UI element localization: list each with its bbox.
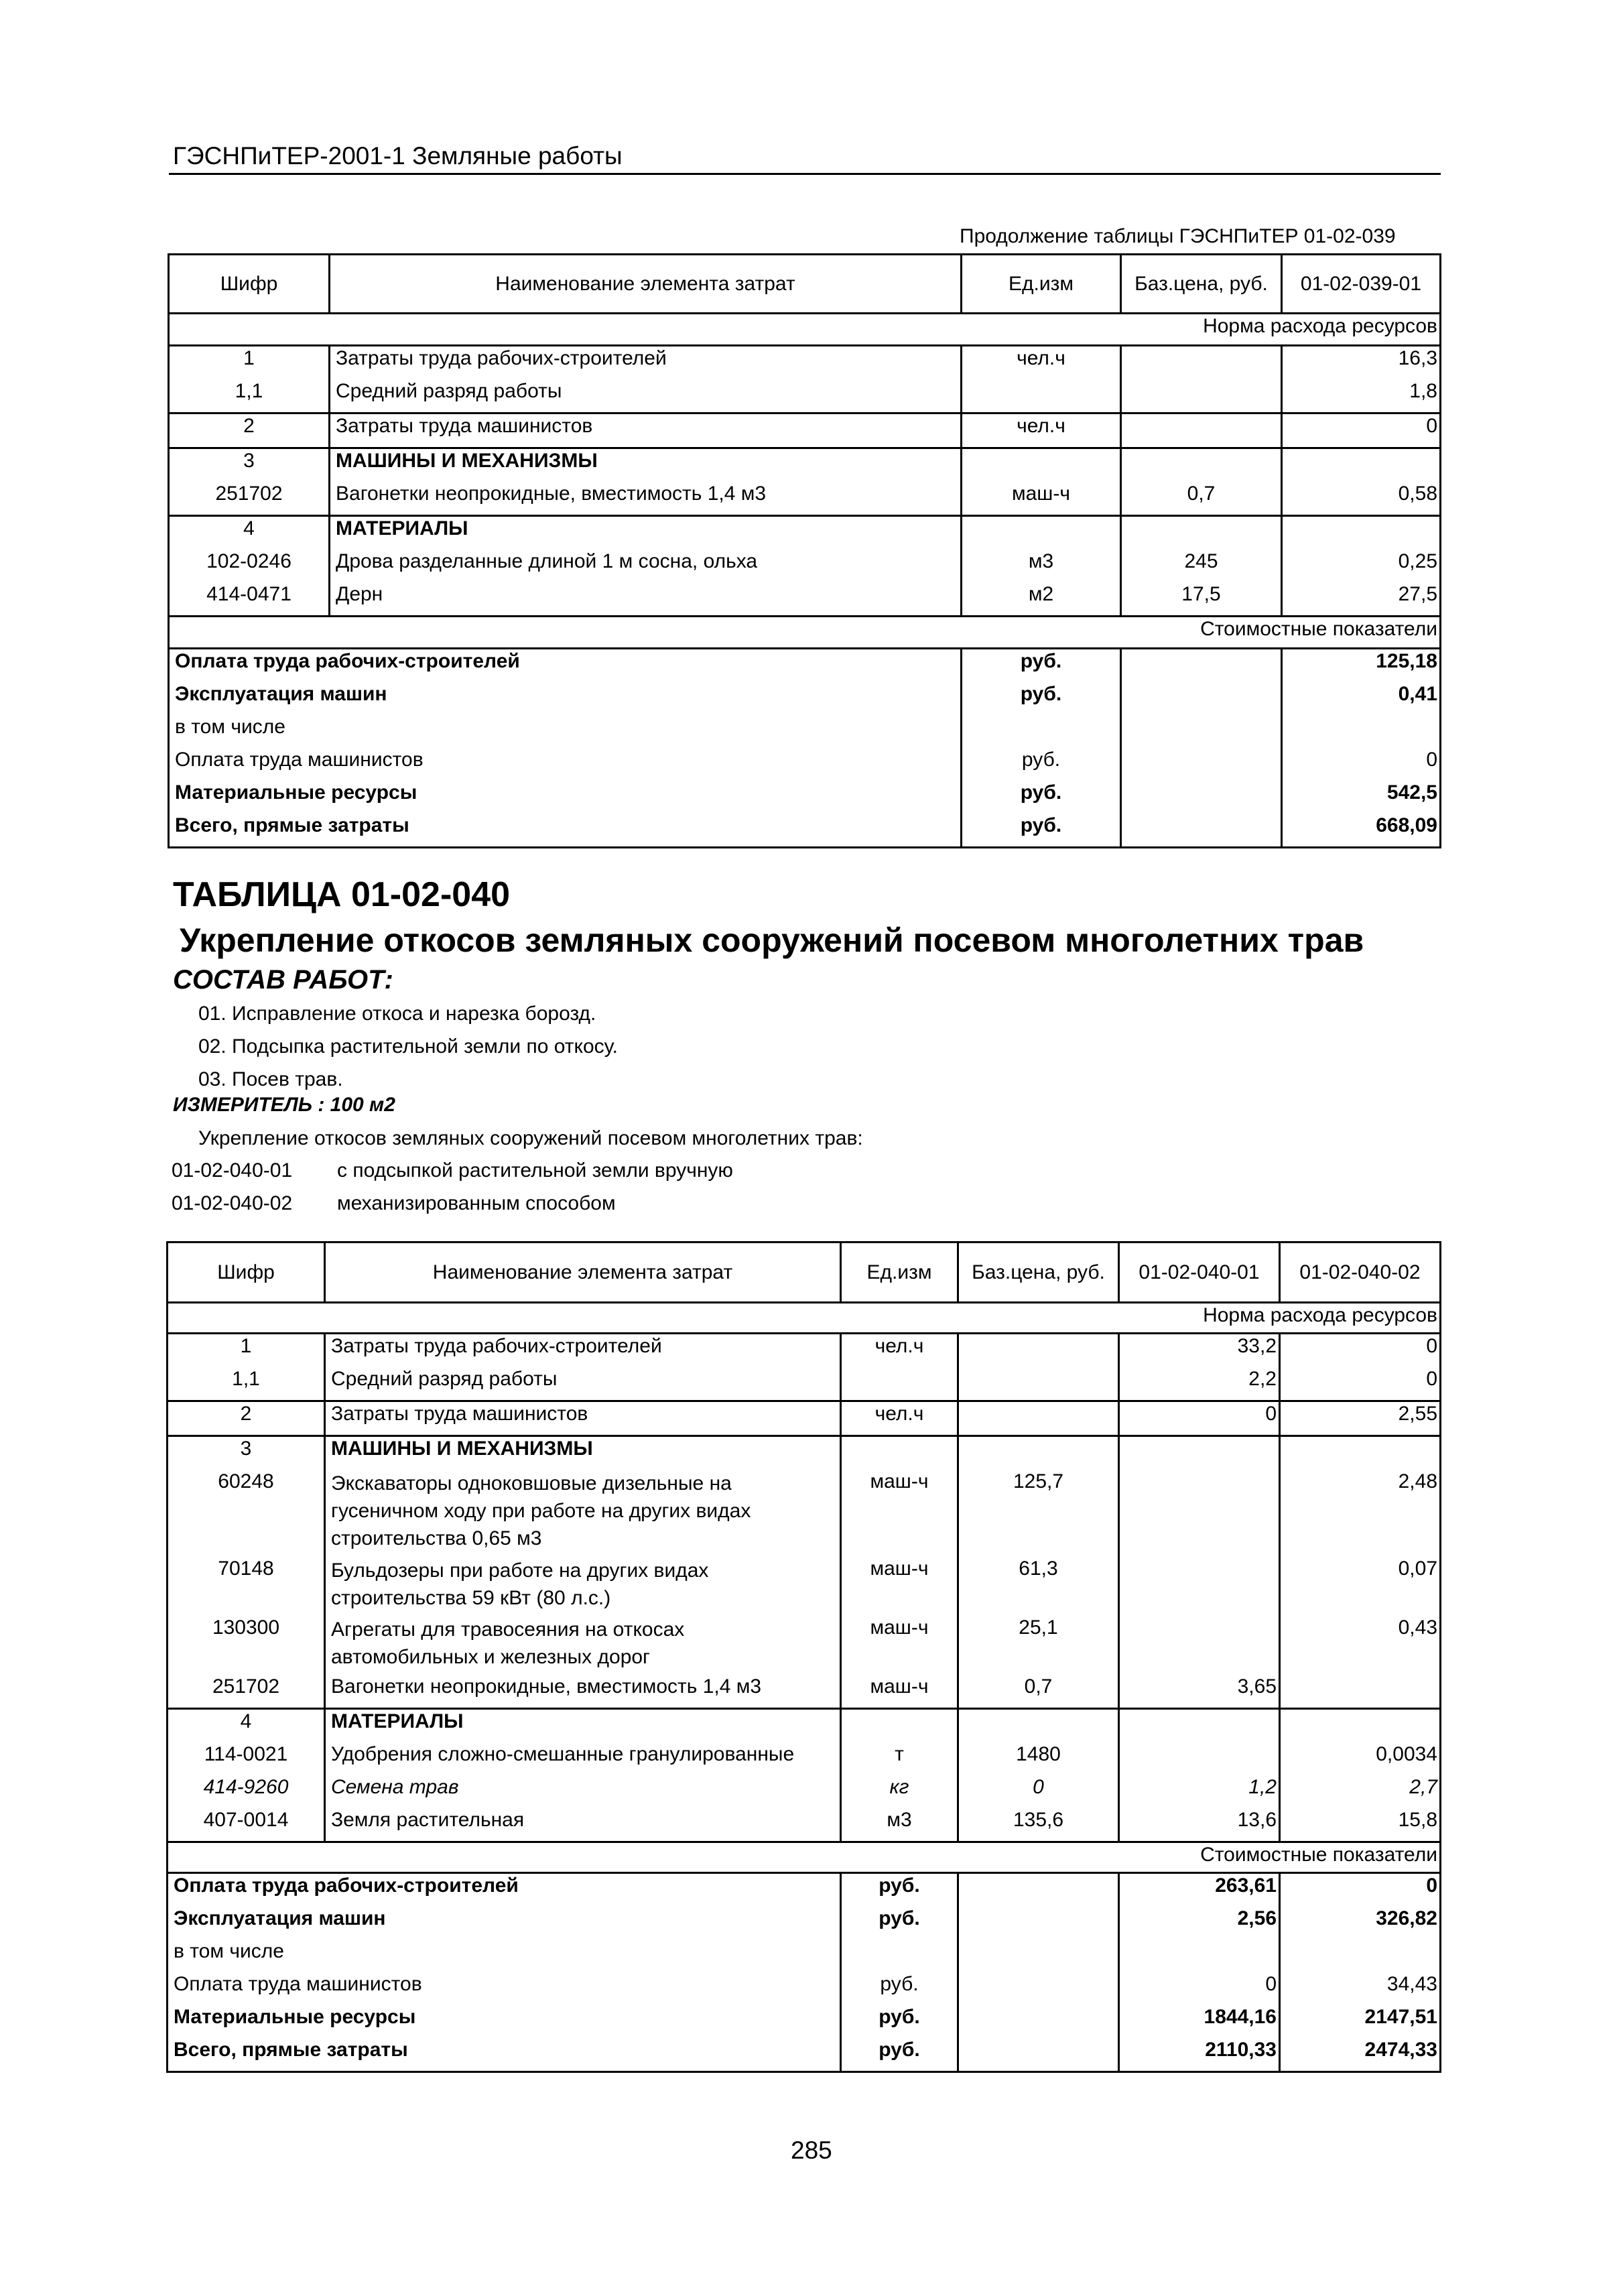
cost-row: Всего, прямые затраты руб. 2110,33 2474,33 — [168, 2038, 1441, 2072]
cost-row: Оплата труда машинистов руб. 0 34,43 — [168, 1972, 1441, 2005]
table40-norm-band: Норма расхода ресурсов — [168, 1303, 1441, 1334]
table-row: 102-0246 Дрова разделанные длиной 1 м сосна, ольха м3 245 0,25 — [169, 550, 1441, 582]
table40-header-price: Баз.цена, руб. — [958, 1242, 1119, 1303]
section-heading: МАТЕРИАЛЫ — [330, 516, 962, 550]
work-operation: 01. Исправление откоса и нарезка борозд. — [198, 1003, 596, 1025]
table-row: 1 Затраты труда рабочих-строителей чел.ч 16,3 — [169, 346, 1441, 380]
work-operation: 02. Подсыпка растительной земли по откосу. — [198, 1035, 619, 1058]
table-row: 3 МАШИНЫ И МЕХАНИЗМЫ — [168, 1436, 1441, 1470]
table-row: 251702 Вагонетки неопрокидные, вместимость 1,4 м3 маш-ч 0,7 3,65 — [168, 1675, 1441, 1709]
header-rule — [169, 173, 1441, 175]
table-row: 414-0471 Дерн м2 17,5 27,5 — [169, 582, 1441, 617]
work-operation: 03. Посев трав. — [198, 1068, 343, 1090]
table1-norm-band: Норма расхода ресурсов — [169, 314, 1441, 346]
table-row: 130300 Агрегаты для травосеяния на откосах автомобильных и железных дорог маш-ч 25,1 0,43 — [168, 1616, 1441, 1675]
table40-title: ТАБЛИЦА 01-02-040 — [173, 875, 511, 914]
cost-row: Оплата труда машинистов руб. 0 — [169, 748, 1441, 781]
table1-header-unit: Ед.изм — [962, 255, 1121, 314]
cost-row: в том числе — [168, 1939, 1441, 1972]
table1-cost-band: Стоимостные показатели — [169, 617, 1441, 649]
table-row: 70148 Бульдозеры при работе на других видах строительства 59 кВт (80 л.с.) маш-ч 61,3 0,07 — [168, 1557, 1441, 1616]
table-row: 1,1 Средний разряд работы 1,8 — [169, 379, 1441, 413]
table-row: 4 МАТЕРИАЛЫ — [168, 1709, 1441, 1743]
table-row: 251702 Вагонетки неопрокидные, вместимость 1,4 м3 маш-ч 0,7 0,58 — [169, 482, 1441, 516]
table-row: 60248 Экскаваторы одноковшовые дизельные на гусеничном ходу при работе на других видах строительства 0,65 м3 маш-ч 125,7 2,48 — [168, 1470, 1441, 1557]
table1 — [168, 253, 1441, 848]
cost-row: Эксплуатация машин руб. 0,41 — [169, 682, 1441, 715]
table40-header-unit: Ед.изм — [841, 1242, 958, 1303]
table40-header-variant-2: 01-02-040-02 — [1280, 1242, 1441, 1303]
cost-row: Материальные ресурсы руб. 1844,16 2147,51 — [168, 2005, 1441, 2038]
table-row: 2 Затраты труда машинистов чел.ч 0 — [169, 413, 1441, 448]
table-row: 414-9260 Семена трав кг 0 1,2 2,7 — [168, 1775, 1441, 1808]
table40-header-variant-1: 01-02-040-01 — [1119, 1242, 1280, 1303]
variant-code: 01-02-040-01 — [172, 1159, 293, 1182]
cost-row: Всего, прямые затраты руб. 668,09 — [169, 814, 1441, 848]
table1-header-price: Баз.цена, руб. — [1121, 255, 1282, 314]
table40 — [166, 1241, 1441, 2073]
table-row: 407-0014 Земля растительная м3 135,6 13,6 15,8 — [168, 1808, 1441, 1842]
meter-label: ИЗМЕРИТЕЛЬ : 100 м2 — [173, 1094, 395, 1116]
work-composition-label: СОСТАВ РАБОТ: — [173, 965, 393, 995]
variant-code: 01-02-040-02 — [172, 1192, 293, 1214]
page-number: 285 — [791, 2136, 832, 2164]
variants-intro: Укрепление откосов земляных сооружений посевом многолетних трав: — [198, 1127, 863, 1149]
table40-header-code: Шифр — [168, 1242, 325, 1303]
running-header: ГЭСНПиТЕР-2001-1 Земляные работы — [173, 142, 623, 170]
cost-row: в том числе — [169, 715, 1441, 748]
table-row: 1 Затраты труда рабочих-строителей чел.ч 33,2 0 — [168, 1334, 1441, 1368]
table-row: 4 МАТЕРИАЛЫ — [169, 516, 1441, 550]
cost-row: Материальные ресурсы руб. 542,5 — [169, 781, 1441, 814]
table-row: 2 Затраты труда машинистов чел.ч 0 2,55 — [168, 1401, 1441, 1436]
table1-header-code: Шифр — [169, 255, 330, 314]
section-heading: МАТЕРИАЛЫ — [325, 1709, 841, 1743]
cost-row: Эксплуатация машин руб. 2,56 326,82 — [168, 1907, 1441, 1939]
cost-row: Оплата труда рабочих-строителей руб. 263,61 0 — [168, 1873, 1441, 1907]
table-row: 3 МАШИНЫ И МЕХАНИЗМЫ — [169, 448, 1441, 483]
table1-header-name: Наименование элемента затрат — [330, 255, 962, 314]
table1-continuation-note: Продолжение таблицы ГЭСНПиТЕР 01-02-039 — [960, 225, 1396, 247]
table1-header-variant-1: 01-02-039-01 — [1282, 255, 1441, 314]
variant-text: механизированным способом — [337, 1192, 616, 1214]
table40-cost-band: Стоимостные показатели — [168, 1842, 1441, 1873]
variant-text: с подсыпкой растительной земли вручную — [337, 1159, 733, 1182]
section-heading: МАШИНЫ И МЕХАНИЗМЫ — [325, 1436, 841, 1470]
table-row: 114-0021 Удобрения сложно-смешанные гранулированные т 1480 0,0034 — [168, 1742, 1441, 1775]
section-heading: МАШИНЫ И МЕХАНИЗМЫ — [330, 448, 962, 483]
cost-row: Оплата труда рабочих-строителей руб. 125,18 — [169, 649, 1441, 683]
table-row: 1,1 Средний разряд работы 2,2 0 — [168, 1367, 1441, 1401]
table40-subtitle: Укрепление откосов земляных сооружений посевом многолетних трав — [180, 921, 1364, 959]
table40-header-name: Наименование элемента затрат — [325, 1242, 841, 1303]
